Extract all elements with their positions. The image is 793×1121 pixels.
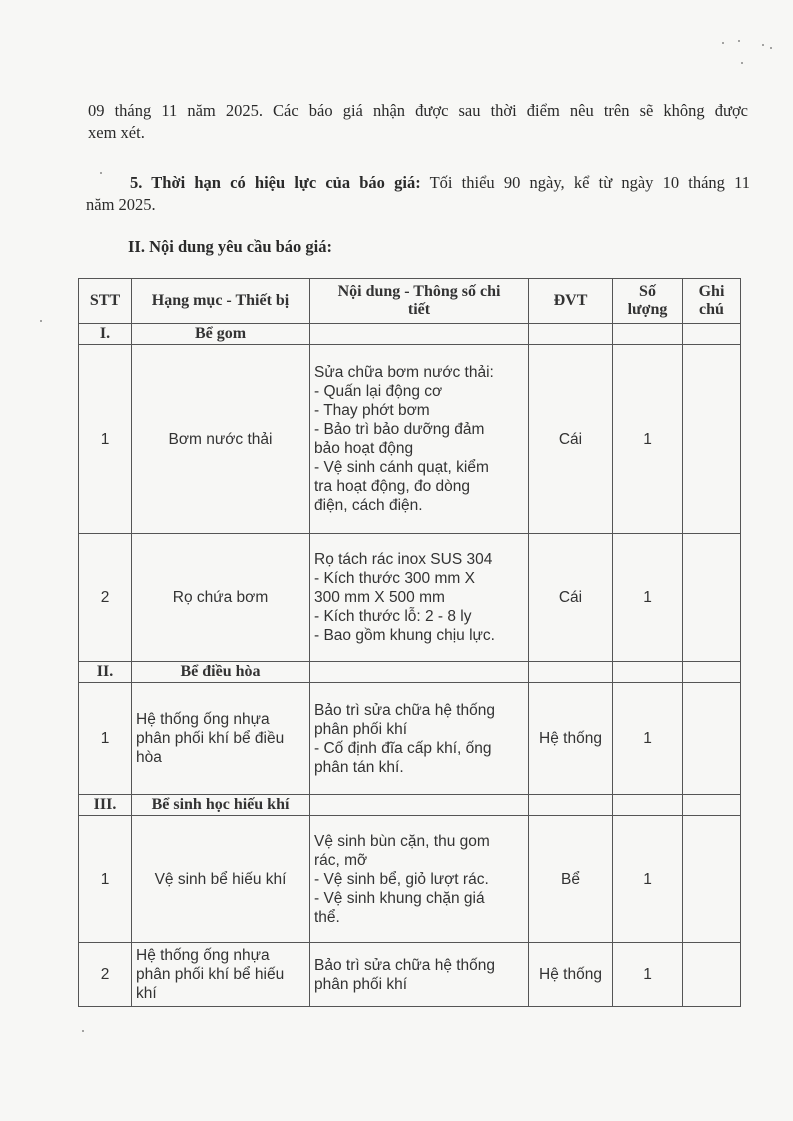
row-content: Rọ tách rác inox SUS 304 - Kích thước 300 mm X 300 mm X 500 mm - Kích thước lỗ: 2 - 8 ly - Bao gồm khung chịu lực. (310, 534, 529, 662)
validity-label: 5. Thời hạn có hiệu lực của báo giá: (130, 173, 421, 192)
table-header-row (79, 279, 741, 324)
header-note: Ghi chú (683, 279, 741, 324)
row-unit: Hệ thống (529, 943, 613, 1007)
header-content: Nội dung - Thông số chi tiết (310, 279, 529, 324)
validity-text-1: Tối thiểu 90 ngày, kể từ ngày 10 tháng 11 (420, 173, 750, 192)
row-note (683, 534, 741, 662)
row-note (683, 943, 741, 1007)
row-qty: 1 (613, 683, 683, 795)
validity-line-1 (86, 172, 750, 194)
table-row (79, 345, 741, 534)
scan-speck (722, 42, 724, 44)
intro-line-2: xem xét. (88, 123, 145, 142)
row-content: Bảo trì sửa chữa hệ thống phân phối khí (310, 943, 529, 1007)
row-item: Rọ chứa bơm (132, 534, 310, 662)
section-title-cell: Bể sinh học hiếu khí (132, 795, 310, 816)
section-row (79, 795, 741, 816)
row-qty: 1 (613, 943, 683, 1007)
row-item: Hệ thống ống nhựa phân phối khí bể hiếu khí (132, 943, 310, 1007)
header-qty: Số lượng (613, 279, 683, 324)
table-row (79, 534, 741, 662)
table-row (79, 816, 741, 943)
section-number: II. (79, 662, 132, 683)
section-title-cell: Bể gom (132, 324, 310, 345)
header-stt: STT (79, 279, 132, 324)
section-title-cell: Bể điều hòa (132, 662, 310, 683)
scan-speck (770, 47, 772, 49)
scan-speck (738, 40, 740, 42)
header-item: Hạng mục - Thiết bị (132, 279, 310, 324)
scan-speck (762, 44, 764, 46)
section-number: III. (79, 795, 132, 816)
table-row (79, 683, 741, 795)
row-stt: 1 (79, 683, 132, 795)
section-number: I. (79, 324, 132, 345)
validity-text-2: năm 2025. (86, 195, 156, 214)
header-unit: ĐVT (529, 279, 613, 324)
row-item: Vệ sinh bể hiếu khí (132, 816, 310, 943)
scan-speck (741, 62, 743, 64)
row-unit: Hệ thống (529, 683, 613, 795)
row-content: Sửa chữa bơm nước thải: - Quấn lại động cơ - Thay phớt bơm - Bảo trì bảo dưỡng đảm bảo hoạt động - Vệ sinh cánh quạt, kiểm tra hoạt động, đo dòng điện, cách điện. (310, 345, 529, 534)
row-note (683, 816, 741, 943)
section-title-text: II. Nội dung yêu cầu báo giá: (128, 237, 333, 256)
row-qty: 1 (613, 345, 683, 534)
row-qty: 1 (613, 816, 683, 943)
row-stt: 2 (79, 943, 132, 1007)
scan-speck (100, 172, 102, 174)
row-stt: 1 (79, 816, 132, 943)
row-unit: Cái (529, 345, 613, 534)
intro-line-1: 09 tháng 11 năm 2025. Các báo giá nhận được sau thời điểm nêu trên sẽ không được (88, 101, 748, 120)
row-stt: 1 (79, 345, 132, 534)
scan-speck (40, 320, 42, 322)
row-content: Bảo trì sửa chữa hệ thống phân phối khí - Cố định đĩa cấp khí, ống phân tán khí. (310, 683, 529, 795)
row-item: Bơm nước thải (132, 345, 310, 534)
row-stt: 2 (79, 534, 132, 662)
section-title (128, 236, 332, 258)
table-row (79, 943, 741, 1007)
section-row (79, 662, 741, 683)
section-row (79, 324, 741, 345)
row-unit: Cái (529, 534, 613, 662)
scan-speck (82, 1030, 84, 1032)
row-qty: 1 (613, 534, 683, 662)
row-item: Hệ thống ống nhựa phân phối khí bể điều hòa (132, 683, 310, 795)
row-note (683, 345, 741, 534)
quotation-request-table (78, 278, 741, 1007)
row-note (683, 683, 741, 795)
intro-paragraph (88, 100, 748, 144)
row-content: Vệ sinh bùn cặn, thu gom rác, mỡ - Vệ sinh bể, giỏ lượt rác. - Vệ sinh khung chặn giá thể. (310, 816, 529, 943)
validity-paragraph (86, 172, 750, 216)
row-unit: Bể (529, 816, 613, 943)
